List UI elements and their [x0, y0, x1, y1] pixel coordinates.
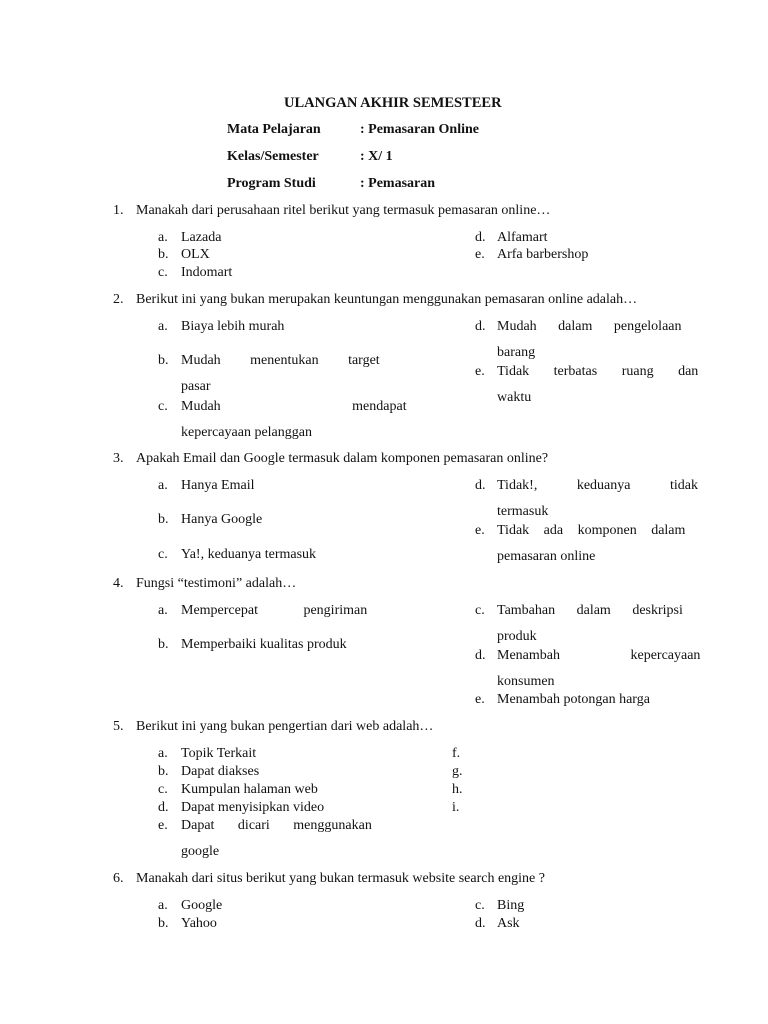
option-letter: e.	[475, 523, 485, 538]
option-text: Google	[181, 898, 223, 913]
question-text: Manakah dari perusahaan ritel berikut yang termasuk pemasaran online…	[136, 203, 551, 218]
option-letter: d.	[475, 230, 486, 245]
exam-title: ULANGAN AKHIR SEMESTEER	[284, 95, 502, 111]
option-text: Kumpulan halaman web	[181, 782, 318, 797]
option-text-continued: barang	[497, 345, 536, 360]
option-text: Arfa barbershop	[497, 247, 589, 262]
option-text: Tidak!, keduanya tidak	[497, 478, 698, 493]
option-letter: d.	[475, 478, 486, 493]
option-text: Mudah dalam pengelolaan	[497, 319, 682, 334]
question-number: 6.	[113, 871, 124, 886]
option-text-continued: termasuk	[497, 504, 549, 519]
option-text: Mempercepat pengiriman	[181, 603, 368, 618]
option-text-continued: google	[181, 844, 220, 859]
program-value: : Pemasaran	[360, 176, 436, 191]
option-text: Alfamart	[497, 230, 548, 245]
option-text: OLX	[181, 247, 210, 262]
question-text: Apakah Email dan Google termasuk dalam komponen pemasaran online?	[136, 451, 549, 466]
question-number: 2.	[113, 292, 124, 307]
subject-value: : Pemasaran Online	[360, 122, 479, 137]
option-letter: g.	[452, 764, 463, 779]
option-letter: a.	[158, 746, 168, 761]
option-text: Yahoo	[181, 916, 217, 931]
option-letter: a.	[158, 898, 168, 913]
option-letter: e.	[158, 818, 168, 833]
option-text: Topik Terkait	[181, 746, 257, 761]
option-letter: b.	[158, 247, 169, 262]
question-number: 5.	[113, 719, 124, 734]
option-text: Hanya Email	[181, 478, 255, 493]
option-text: Dapat menyisipkan video	[181, 800, 325, 815]
option-letter: c.	[475, 603, 485, 618]
option-letter: b.	[158, 916, 169, 931]
option-text-continued: pemasaran online	[497, 549, 596, 564]
question-text: Fungsi “testimoni” adalah…	[136, 576, 297, 591]
class-label: Kelas/Semester	[227, 149, 319, 164]
option-letter: b.	[158, 764, 169, 779]
option-text: Bing	[497, 898, 525, 913]
option-letter: e.	[475, 247, 485, 262]
option-text: Biaya lebih murah	[181, 319, 285, 334]
option-letter: c.	[158, 265, 168, 280]
option-text: Dapat diakses	[181, 764, 260, 779]
option-letter: d.	[475, 319, 486, 334]
option-letter: i.	[452, 800, 460, 815]
option-text: Tidak ada komponen dalam	[497, 523, 686, 538]
option-text: Lazada	[181, 230, 222, 245]
question-number: 1.	[113, 203, 124, 218]
option-letter: a.	[158, 230, 168, 245]
option-text: Indomart	[181, 265, 233, 280]
option-text-continued: produk	[497, 629, 537, 644]
option-text: Menambah potongan harga	[497, 692, 650, 707]
option-letter: d.	[475, 916, 486, 931]
option-text: Menambah kepercayaan	[497, 648, 701, 663]
option-text: Ya!, keduanya termasuk	[181, 547, 317, 562]
option-text: Dapat dicari menggunakan	[181, 818, 372, 833]
option-text: Mudah menentukan target	[181, 353, 380, 368]
option-letter: h.	[452, 782, 463, 797]
question-number: 4.	[113, 576, 124, 591]
option-letter: e.	[475, 364, 485, 379]
option-letter: b.	[158, 637, 169, 652]
option-letter: c.	[475, 898, 485, 913]
option-text-continued: konsumen	[497, 674, 555, 689]
subject-label: Mata Pelajaran	[227, 122, 321, 137]
option-letter: a.	[158, 319, 168, 334]
option-text-continued: kepercayaan pelanggan	[181, 425, 312, 440]
option-text: Ask	[497, 916, 520, 931]
option-letter: c.	[158, 782, 168, 797]
option-letter: a.	[158, 603, 168, 618]
option-text-continued: pasar	[181, 379, 211, 394]
option-text: Tidak terbatas ruang dan	[497, 364, 699, 379]
option-letter: d.	[475, 648, 486, 663]
option-text: Memperbaiki kualitas produk	[181, 637, 347, 652]
option-letter: f.	[452, 746, 461, 761]
option-text: Mudah mendapat	[181, 399, 407, 414]
option-text: Tambahan dalam deskripsi	[497, 603, 683, 618]
question-text: Manakah dari situs berikut yang bukan termasuk website search engine ?	[136, 871, 545, 886]
option-letter: e.	[475, 692, 485, 707]
option-letter: c.	[158, 547, 168, 562]
option-letter: a.	[158, 478, 168, 493]
option-letter: c.	[158, 399, 168, 414]
option-letter: d.	[158, 800, 169, 815]
option-letter: b.	[158, 353, 169, 368]
option-text: Hanya Google	[181, 512, 263, 527]
program-label: Program Studi	[227, 176, 316, 191]
question-number: 3.	[113, 451, 124, 466]
question-text: Berikut ini yang bukan merupakan keuntungan menggunakan pemasaran online adalah…	[136, 292, 638, 307]
class-value: : X/ 1	[360, 149, 393, 164]
option-letter: b.	[158, 512, 169, 527]
option-text-continued: waktu	[497, 390, 532, 405]
question-text: Berikut ini yang bukan pengertian dari web adalah…	[136, 719, 434, 734]
